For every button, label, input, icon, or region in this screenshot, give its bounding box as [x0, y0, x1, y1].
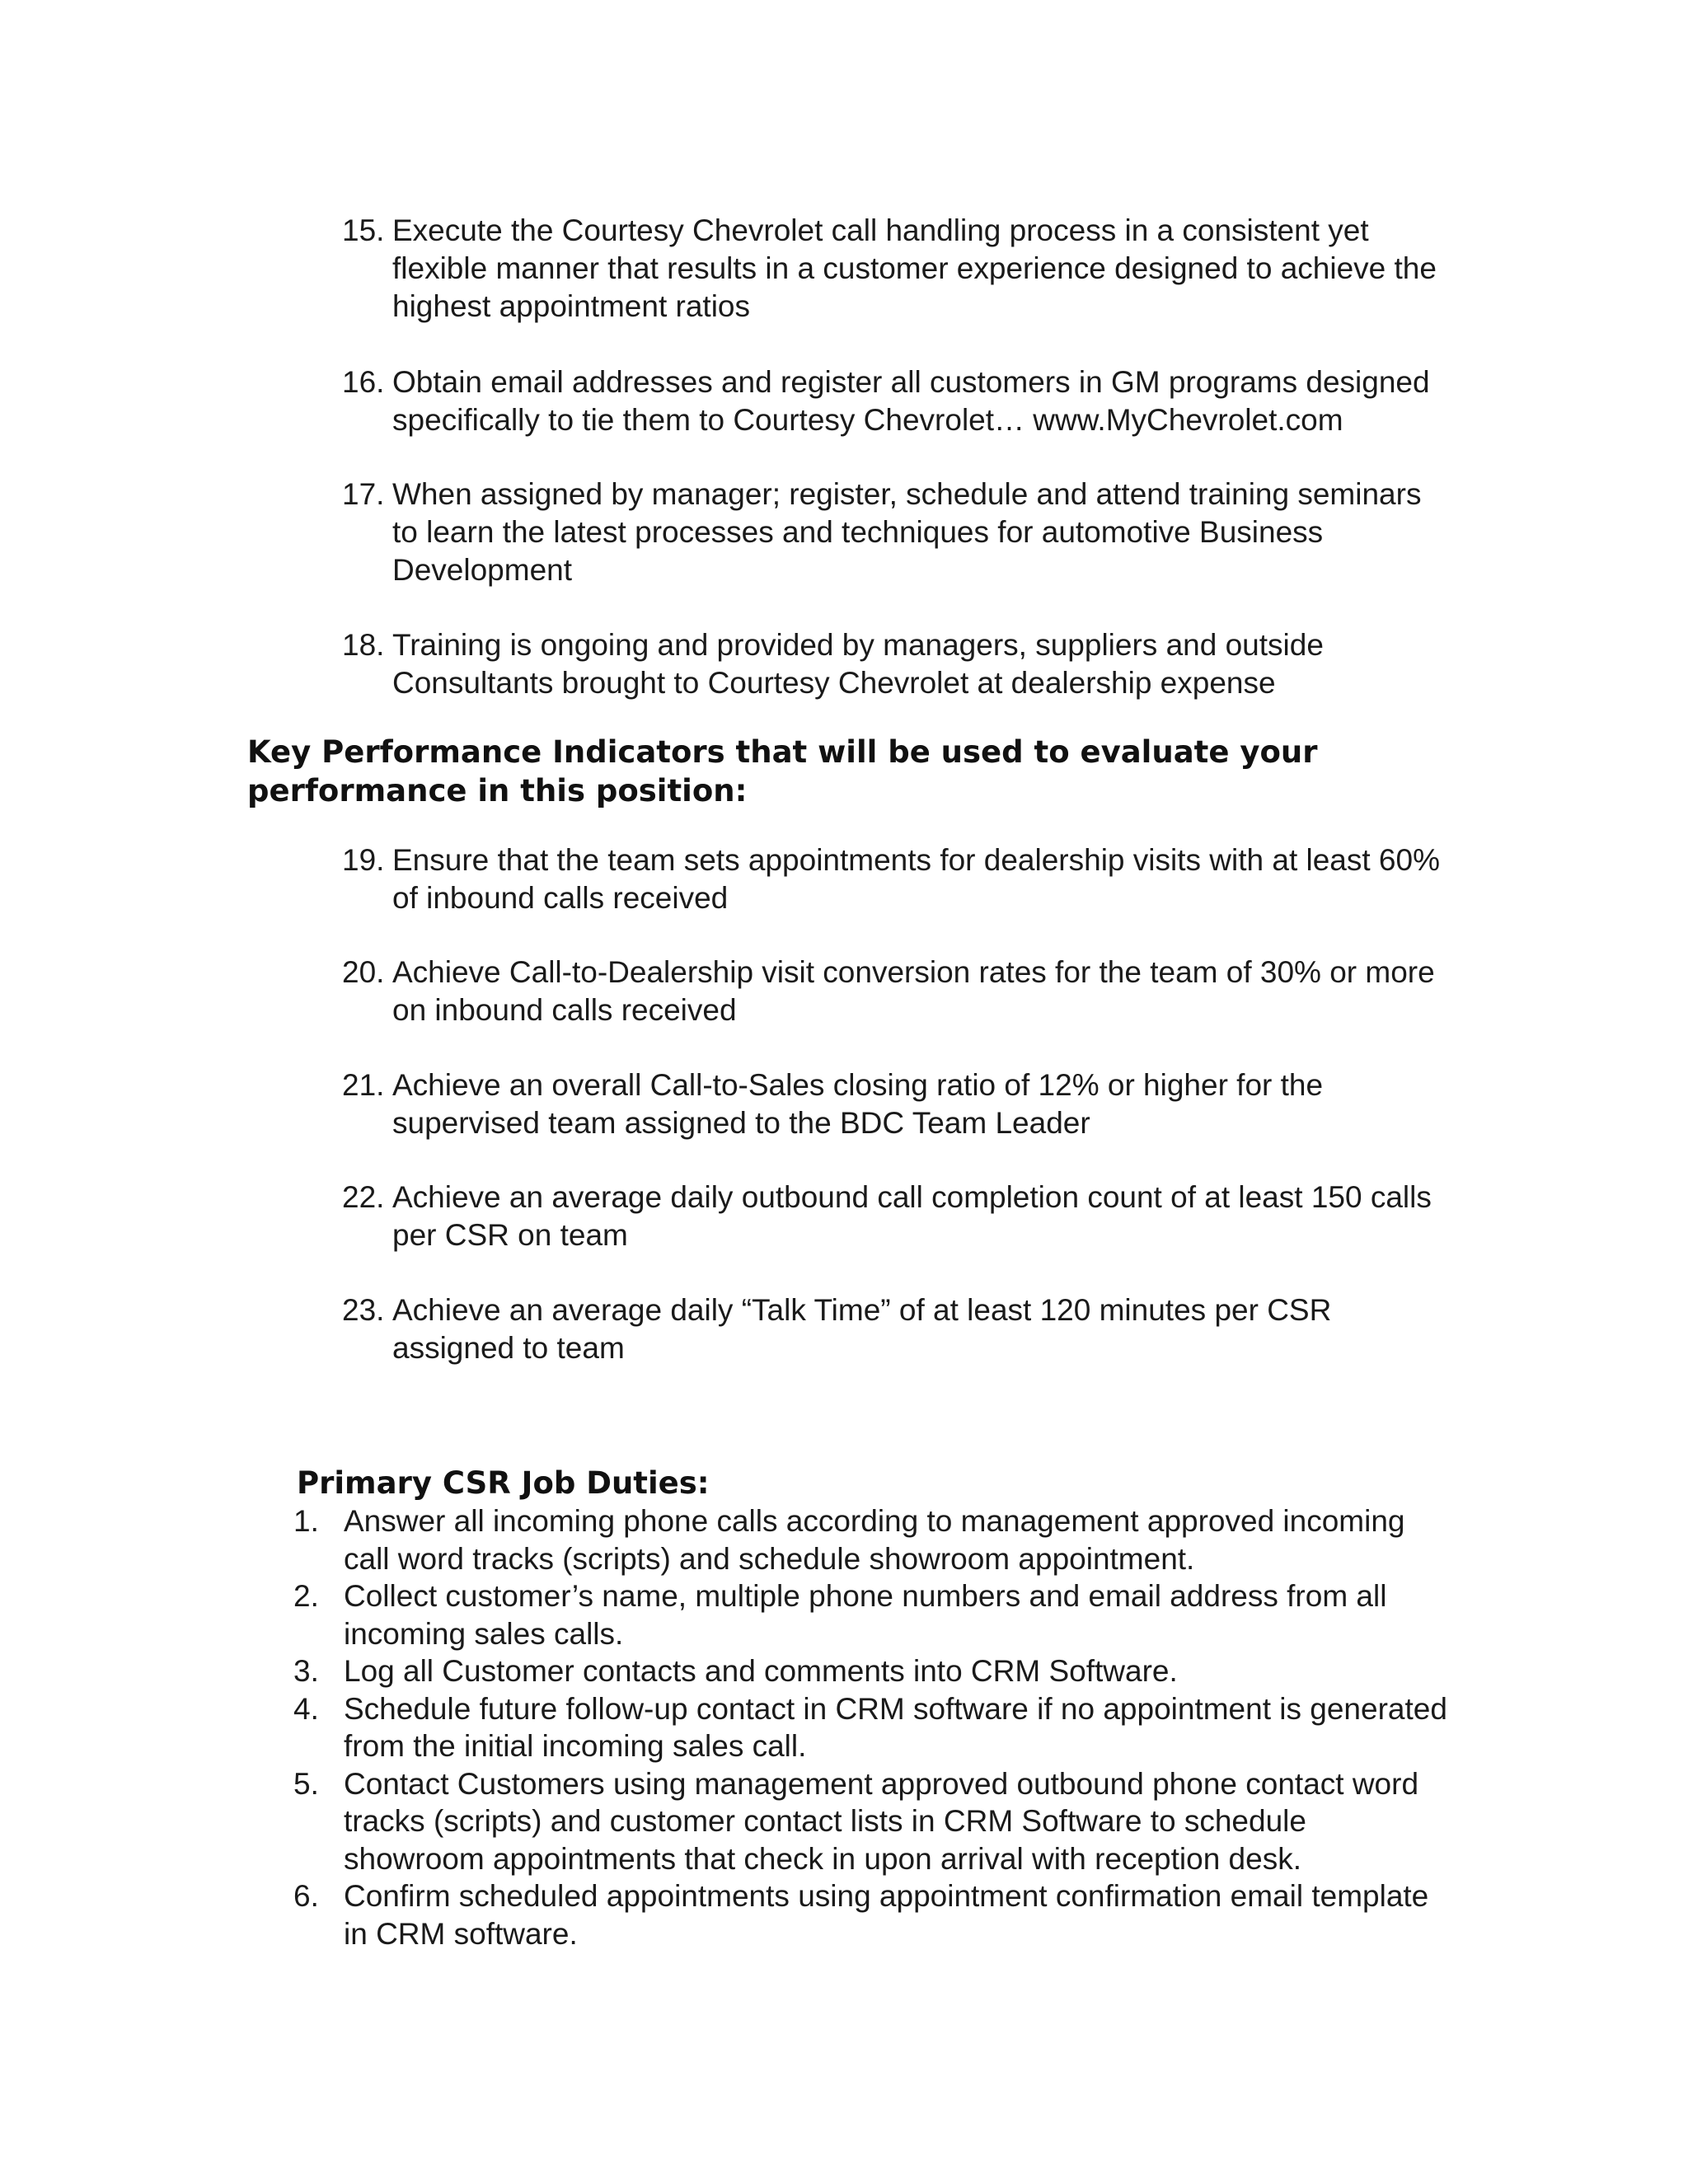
duty-item-1 — [293, 1502, 1447, 1577]
item-number: 3. — [293, 1654, 319, 1688]
item-number: 6. — [293, 1879, 319, 1913]
item-number: 19. — [342, 843, 385, 877]
item-text: Collect customer’s name, multiple phone numbers and email address from all incoming sales calls. — [344, 1579, 1387, 1651]
list-item-21 — [342, 1066, 1447, 1142]
list-item-17 — [342, 476, 1447, 589]
duties-heading: Primary CSR Job Duties: — [297, 1465, 710, 1501]
item-text: Confirm scheduled appointments using appointment confirmation email template in CRM software. — [344, 1879, 1429, 1951]
list-item-19 — [342, 841, 1447, 917]
item-number: 15. — [342, 213, 385, 247]
item-text: Obtain email addresses and register all customers in GM programs designed specifically to tie them to Courtesy Chevrolet… www.MyChevrolet.com — [392, 365, 1430, 437]
item-text: Achieve an average daily outbound call completion count of at least 150 calls per CSR on team — [392, 1180, 1432, 1252]
item-text: Achieve Call-to-Dealership visit conversion rates for the team of 30% or more on inbound calls received — [392, 955, 1435, 1027]
kpi-heading: Key Performance Indicators that will be used to evaluate your performance in this position: — [247, 734, 1318, 808]
item-number: 17. — [342, 477, 385, 511]
duty-item-5 — [293, 1765, 1447, 1878]
list-item-22 — [342, 1179, 1447, 1254]
item-number: 16. — [342, 365, 385, 399]
item-text: Contact Customers using management approved outbound phone contact word tracks (scripts) and customer contact lists in CRM Software to schedule showroom appointments that check in upon arrival with reception desk. — [344, 1766, 1419, 1876]
item-number: 18. — [342, 628, 385, 662]
item-number: 22. — [342, 1180, 385, 1214]
duty-item-3 — [293, 1652, 1447, 1690]
item-text: Achieve an average daily “Talk Time” of at least 120 minutes per CSR assigned to team — [392, 1293, 1332, 1365]
item-text: Achieve an overall Call-to-Sales closing ratio of 12% or higher for the supervised team assigned to the BDC Team Leader — [392, 1068, 1324, 1140]
item-text: Answer all incoming phone calls according to management approved incoming call word tracks (scripts) and schedule showroom appointment. — [344, 1504, 1405, 1576]
item-number: 4. — [293, 1691, 319, 1726]
item-text: Ensure that the team sets appointments for dealership visits with at least 60% of inbound calls received — [392, 843, 1440, 915]
list-item-23 — [342, 1291, 1447, 1367]
item-number: 5. — [293, 1766, 319, 1801]
item-number: 2. — [293, 1579, 319, 1613]
duty-item-2 — [293, 1577, 1447, 1652]
item-text: Training is ongoing and provided by managers, suppliers and outside Consultants brought to Courtesy Chevrolet at dealership expense — [392, 628, 1324, 700]
list-item-18 — [342, 626, 1447, 702]
item-number: 1. — [293, 1504, 319, 1538]
duty-item-4 — [293, 1690, 1447, 1765]
item-number: 21. — [342, 1068, 385, 1102]
duties-list — [293, 1502, 1447, 1952]
item-number: 20. — [342, 955, 385, 989]
item-number: 23. — [342, 1293, 385, 1327]
duty-item-6 — [293, 1877, 1447, 1952]
list-item-20 — [342, 954, 1447, 1029]
item-text: Log all Customer contacts and comments into CRM Software. — [344, 1654, 1178, 1688]
item-text: When assigned by manager; register, schedule and attend training seminars to learn the latest processes and techniques for automotive Business Development — [392, 477, 1422, 587]
item-text: Schedule future follow-up contact in CRM software if no appointment is generated from the initial incoming sales call. — [344, 1691, 1447, 1763]
list-item-15 — [342, 212, 1447, 326]
list-item-16 — [342, 363, 1447, 439]
item-text: Execute the Courtesy Chevrolet call handling process in a consistent yet flexible manner that results in a customer experience designed to achieve the highest appointment ratios — [392, 213, 1437, 323]
